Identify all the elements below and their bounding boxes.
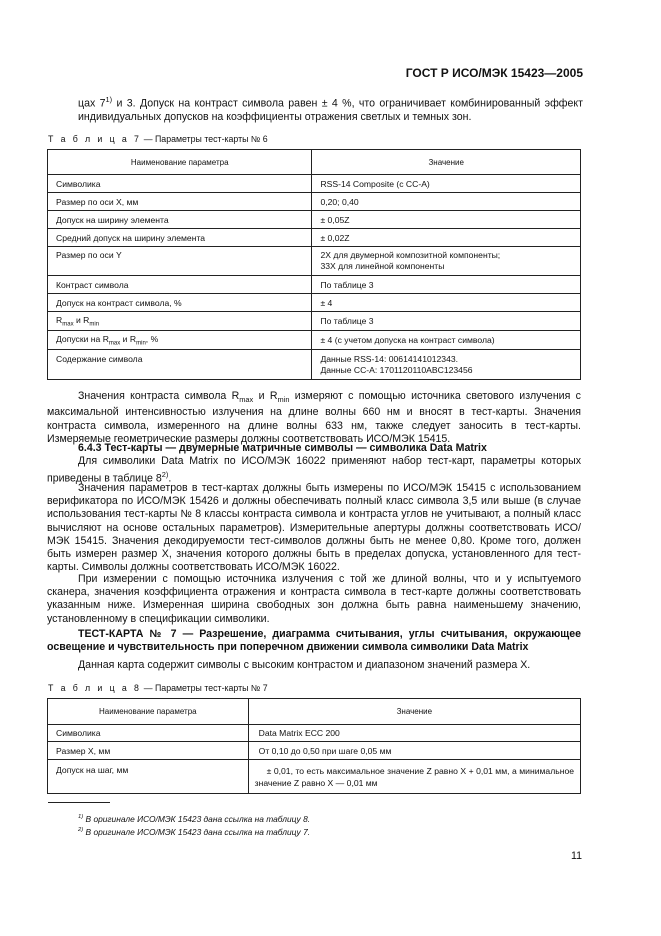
table-row bbox=[48, 760, 581, 794]
footnote-text: В оригинале ИСО/МЭК 15423 дана ссылка на таблицу 7. bbox=[83, 827, 311, 837]
table-row bbox=[48, 193, 581, 211]
paragraph-contrast bbox=[47, 390, 581, 446]
table-row bbox=[48, 175, 581, 193]
footnote-mark: 1) bbox=[78, 814, 84, 821]
para1-text-post: измеряют с помощью источника светового излучения с максимальной интенсивностью излучения на длине волны 660 нм и вносят в тест-карты. Значения контраста символа, измеренного на длине волны 633 нм, также следует заносить в тест-карты. Измеряемые геометрические размеры должны соответствовать ИСО/МЭК 15415. bbox=[47, 390, 581, 445]
table8-header-name: Наименование параметра bbox=[48, 699, 249, 725]
table7-cell-value: По таблице 3 bbox=[312, 312, 581, 331]
table7-cell-value: ± 0,02Z bbox=[312, 229, 581, 247]
table-row bbox=[48, 331, 581, 350]
table7-cell-value bbox=[312, 247, 581, 276]
footnote-2 bbox=[78, 827, 310, 837]
table8-header-row bbox=[48, 699, 581, 725]
table8 bbox=[47, 698, 581, 794]
table-row bbox=[48, 742, 581, 760]
table8-caption bbox=[48, 683, 268, 693]
tolerance-r-text: Допуски на R bbox=[56, 333, 109, 344]
table7-cell-value-line: Данные CC-A: 1701120110ABC123456 bbox=[320, 364, 473, 375]
table7-cell-name: Допуск на контраст символа, % bbox=[48, 294, 312, 312]
table8-cell-value: ± 0,01, то есть максимальное значение Z равно X + 0,01 мм, а минимальное значение Z равно X — 0,01 мм bbox=[248, 760, 580, 794]
table8-cell-name: Допуск на шаг, мм bbox=[48, 760, 249, 794]
min-subscript: min bbox=[89, 321, 100, 328]
table8-header-value: Значение bbox=[248, 699, 580, 725]
table7-cell-name bbox=[48, 331, 312, 350]
and-r-text: и R bbox=[73, 314, 90, 325]
table-row bbox=[48, 350, 581, 380]
table7-cell-value-line: Данные RSS-14: 00614141012343. bbox=[320, 353, 459, 364]
table7-header-value: Значение bbox=[312, 150, 581, 175]
table8-cell-name: Размер X, мм bbox=[48, 742, 249, 760]
percent-text: , % bbox=[145, 333, 159, 344]
table7 bbox=[47, 149, 581, 380]
table-row bbox=[48, 276, 581, 294]
para1-and-text: и R bbox=[253, 390, 278, 402]
page-number: 11 bbox=[571, 850, 582, 862]
footnote-ref-2[interactable]: 2) bbox=[161, 470, 169, 480]
table-row bbox=[48, 294, 581, 312]
footnote-ref-1[interactable]: 1) bbox=[105, 95, 113, 104]
table7-cell-name: Средний допуск на ширину элемента bbox=[48, 229, 312, 247]
intro-text-post: и 3. Допуск на контраст символа равен ± 4 %, что ограничивает комбинированный эффект индивидуальных допусков на коэффициенты отражения светлых и темных зон. bbox=[78, 97, 583, 123]
table8-caption-text: — Параметры тест-карты № 7 bbox=[141, 683, 268, 693]
table7-cell-name: Размер по оси Y bbox=[48, 247, 312, 276]
max-subscript: max bbox=[108, 340, 121, 347]
table8-caption-prefix: Т а б л и ц а 8 bbox=[48, 683, 142, 693]
table7-caption bbox=[48, 134, 268, 144]
footnote-divider bbox=[48, 802, 110, 803]
table7-cell-value bbox=[312, 350, 581, 380]
min-subscript: min bbox=[136, 340, 146, 347]
para2-text: Для символики Data Matrix по ИСО/МЭК 16022 применяют набор тест-карт, параметры которых приведены в таблице 8 bbox=[47, 455, 581, 485]
table7-cell-value: ± 4 bbox=[312, 294, 581, 312]
paragraph-measurement: При измерении с помощью источника излучения с той же длиной волны, что и у испытуемого сканера, значения коэффициента отражения и контраста символа в тест-карте должны соответствовать указанным ниже. Измеренная ширина свободных зон должна быть равна наименьшему значению, установленному в спецификации символики. bbox=[47, 573, 581, 625]
table7-cell-name: Контраст символа bbox=[48, 276, 312, 294]
testcard-heading: ТЕСТ-КАРТА № 7 — Разрешение, диаграмма считывания, углы считывания, окружающее освещение и чувствительность при поперечном движении символа символики Data Matrix bbox=[47, 628, 581, 654]
table-row bbox=[48, 247, 581, 276]
min-subscript: min bbox=[277, 395, 290, 405]
intro-paragraph bbox=[78, 93, 583, 124]
table7-header-row bbox=[48, 150, 581, 175]
table7-cell-name: Размер по оси X, мм bbox=[48, 193, 312, 211]
para2-end: . bbox=[168, 472, 172, 485]
table7-caption-text: — Параметры тест-карты № 6 bbox=[141, 134, 268, 144]
table8-cell-name: Символика bbox=[48, 725, 249, 742]
table7-cell-name: Символика bbox=[48, 175, 312, 193]
max-subscript: max bbox=[239, 395, 254, 405]
table-row bbox=[48, 312, 581, 331]
table7-cell-name bbox=[48, 312, 312, 331]
r-symbol: R bbox=[56, 314, 63, 325]
para1-text-pre: Значения контраста символа R bbox=[78, 390, 240, 402]
table7-cell-name: Содержание символа bbox=[48, 350, 312, 380]
table7-cell-value-line: 33X для линейной компоненты bbox=[320, 261, 445, 271]
table7-cell-value: ± 4 (с учетом допуска на контраст символа) bbox=[312, 331, 581, 350]
table-row bbox=[48, 229, 581, 247]
table7-cell-value-line: 2X для двумерной композитной компоненты; bbox=[320, 250, 501, 260]
paragraph-card-description: Данная карта содержит символы с высоким контрастом и диапазоном значений размера X. bbox=[78, 659, 531, 671]
table-row bbox=[48, 725, 581, 742]
table7-caption-prefix: Т а б л и ц а 7 bbox=[48, 134, 142, 144]
table8-cell-value: Data Matrix ECC 200 bbox=[248, 725, 580, 742]
paragraph-verification: Значения параметров в тест-картах должны быть измерены по ИСО/МЭК 15415 с использованием верификатора по ИСО/МЭК 15426 и должны обеспечивать полный класс символа 3,5 или выше (в случае использования тест-карты № 8 классы контраста символа и контраста углов не учитывают, а полный класс вычисляют на основе остальных параметров). Измерительные апертуры должны соответствовать ИСО/МЭК 15415. Значения декодируемости тест-символов должны быть не менее 0,80. Кроме того, должен быть измерен размер X, значения которого должны быть в пределах допуска, установленного для тест-карты. Символы должны соответствовать ИСО/МЭК 16022. bbox=[47, 482, 581, 574]
footnote-1 bbox=[78, 814, 310, 824]
table-row bbox=[48, 211, 581, 229]
table7-cell-value: RSS-14 Composite (с CC-A) bbox=[312, 175, 581, 193]
table8-cell-value: От 0,10 до 0,50 при шаге 0,05 мм bbox=[248, 742, 580, 760]
table7-cell-value: По таблице 3 bbox=[312, 276, 581, 294]
intro-text-pre: цах 7 bbox=[78, 97, 106, 110]
max-subscript: max bbox=[62, 321, 74, 328]
table7-cell-name: Допуск на ширину элемента bbox=[48, 211, 312, 229]
section-heading: 6.4.3 Тест-карты — двумерные матричные символы — символика Data Matrix bbox=[78, 442, 487, 454]
table7-header-name: Наименование параметра bbox=[48, 150, 312, 175]
footnote-mark: 2) bbox=[78, 827, 84, 834]
table7-cell-value: ± 0,05Z bbox=[312, 211, 581, 229]
document-header: ГОСТ Р ИСО/МЭК 15423—2005 bbox=[405, 66, 583, 80]
footnote-text: В оригинале ИСО/МЭК 15423 дана ссылка на таблицу 8. bbox=[83, 814, 311, 824]
and-r-text: и R bbox=[120, 333, 137, 344]
table7-cell-value: 0,20; 0,40 bbox=[312, 193, 581, 211]
